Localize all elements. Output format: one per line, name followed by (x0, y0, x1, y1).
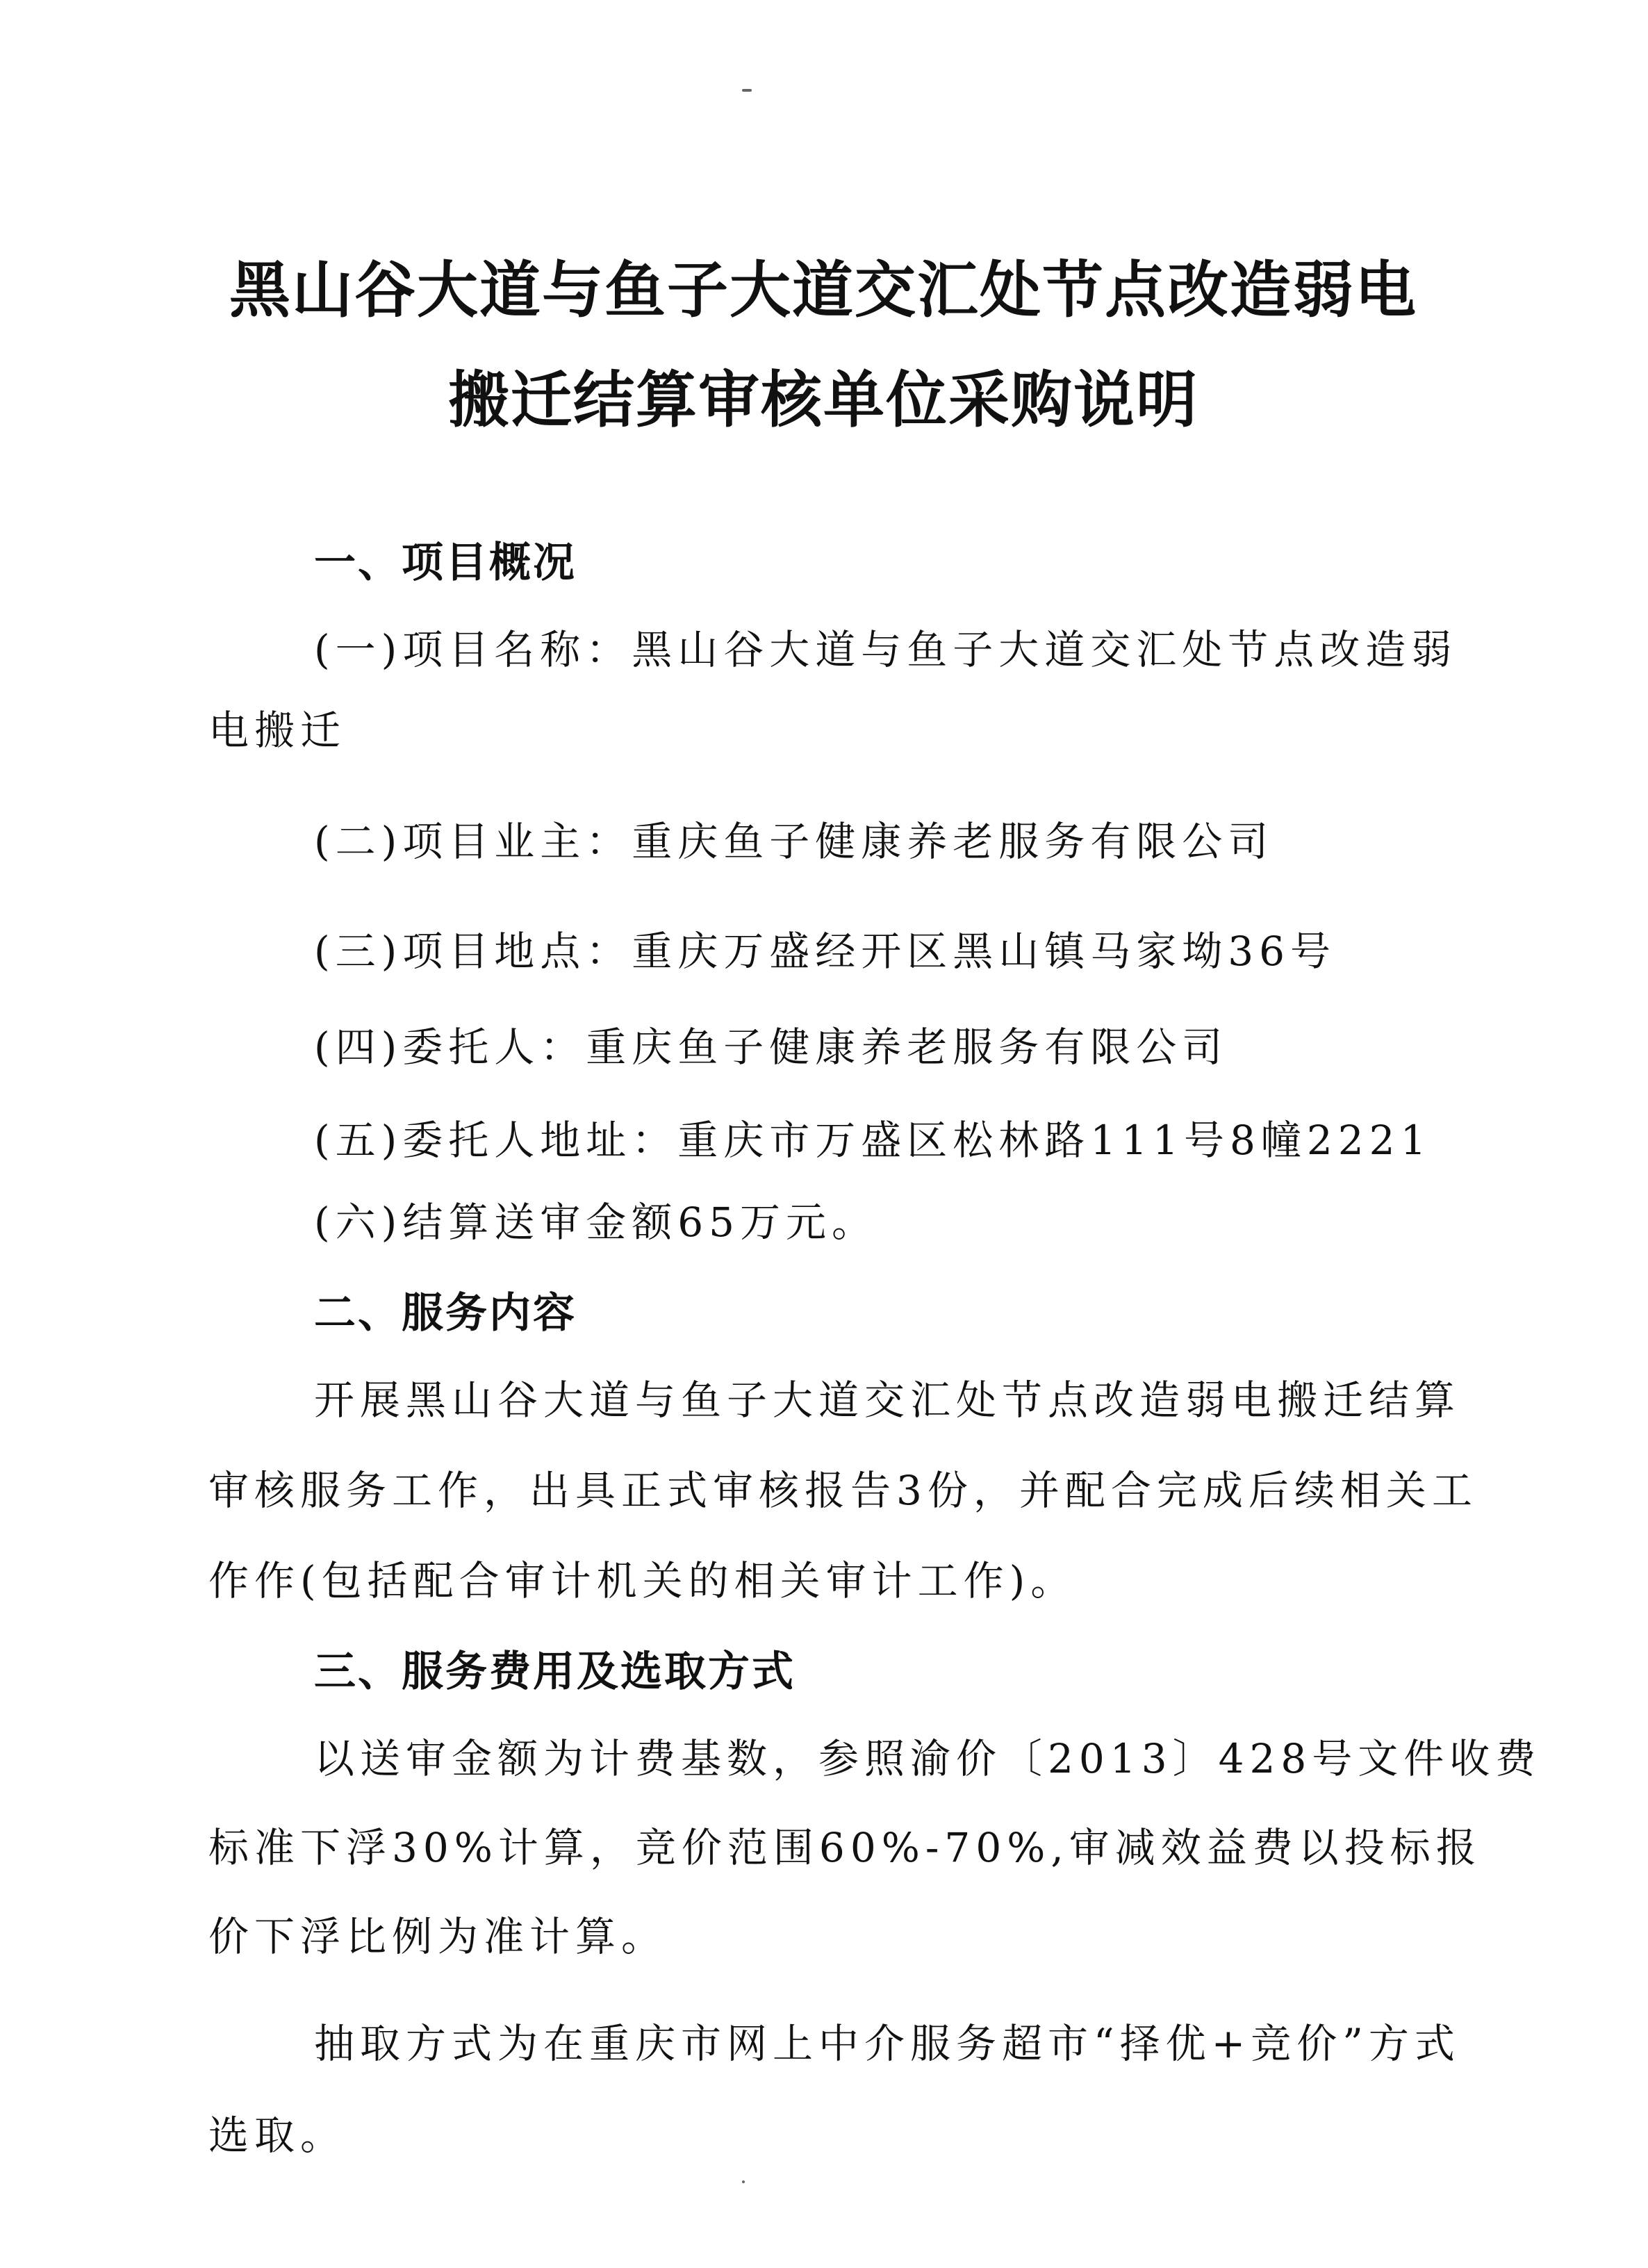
document-title-line-2: 搬迁结算审核单位采购说明 (447, 364, 1198, 436)
client-address: (五)委托人地址：重庆市万盛区松林路111号8幢2221 (314, 1117, 1432, 1164)
selection-method-line-1: 抽取方式为在重庆市网上中介服务超市“择优+竞价”方式 (314, 2020, 1460, 2067)
fee-line-3: 价下浮比例为准计算。 (208, 1913, 668, 1960)
project-owner: (二)项目业主：重庆鱼子健康养老服务有限公司 (314, 818, 1274, 865)
scan-speck (742, 89, 752, 92)
fee-line-2: 标准下浮30%计算，竞价范围60%-70%,审减效益费以投标报 (208, 1824, 1482, 1871)
project-name-line-2: 电搬迁 (208, 707, 347, 754)
settlement-amount: (六)结算送审金额65万元。 (314, 1199, 878, 1246)
scan-speck (742, 2180, 745, 2183)
section-1-heading: 一、项目概况 (314, 539, 577, 587)
document-title-line-1: 黑山谷大道与鱼子大道交汇处节点改造弱电 (229, 254, 1417, 326)
project-location: (三)项目地点：重庆万盛经开区黑山镇马家坳36号 (314, 928, 1337, 975)
project-name-line-1: (一)项目名称：黑山谷大道与鱼子大道交汇处节点改造弱 (314, 626, 1458, 673)
client: (四)委托人：重庆鱼子健康养老服务有限公司 (314, 1024, 1228, 1071)
service-content-line-2: 审核服务工作，出具正式审核报告3份，并配合完成后续相关工 (208, 1467, 1478, 1514)
service-content-line-3: 作作(包括配合审计机关的相关审计工作)。 (208, 1557, 1077, 1604)
section-3-heading: 三、服务费用及选取方式 (314, 1647, 796, 1696)
fee-line-1: 以送审金额为计费基数，参照渝价〔2013〕428号文件收费 (314, 1735, 1542, 1782)
selection-method-line-2: 选取。 (208, 2112, 347, 2159)
service-content-line-1: 开展黑山谷大道与鱼子大道交汇处节点改造弱电搬迁结算 (314, 1377, 1461, 1424)
section-2-heading: 二、服务内容 (314, 1289, 577, 1338)
